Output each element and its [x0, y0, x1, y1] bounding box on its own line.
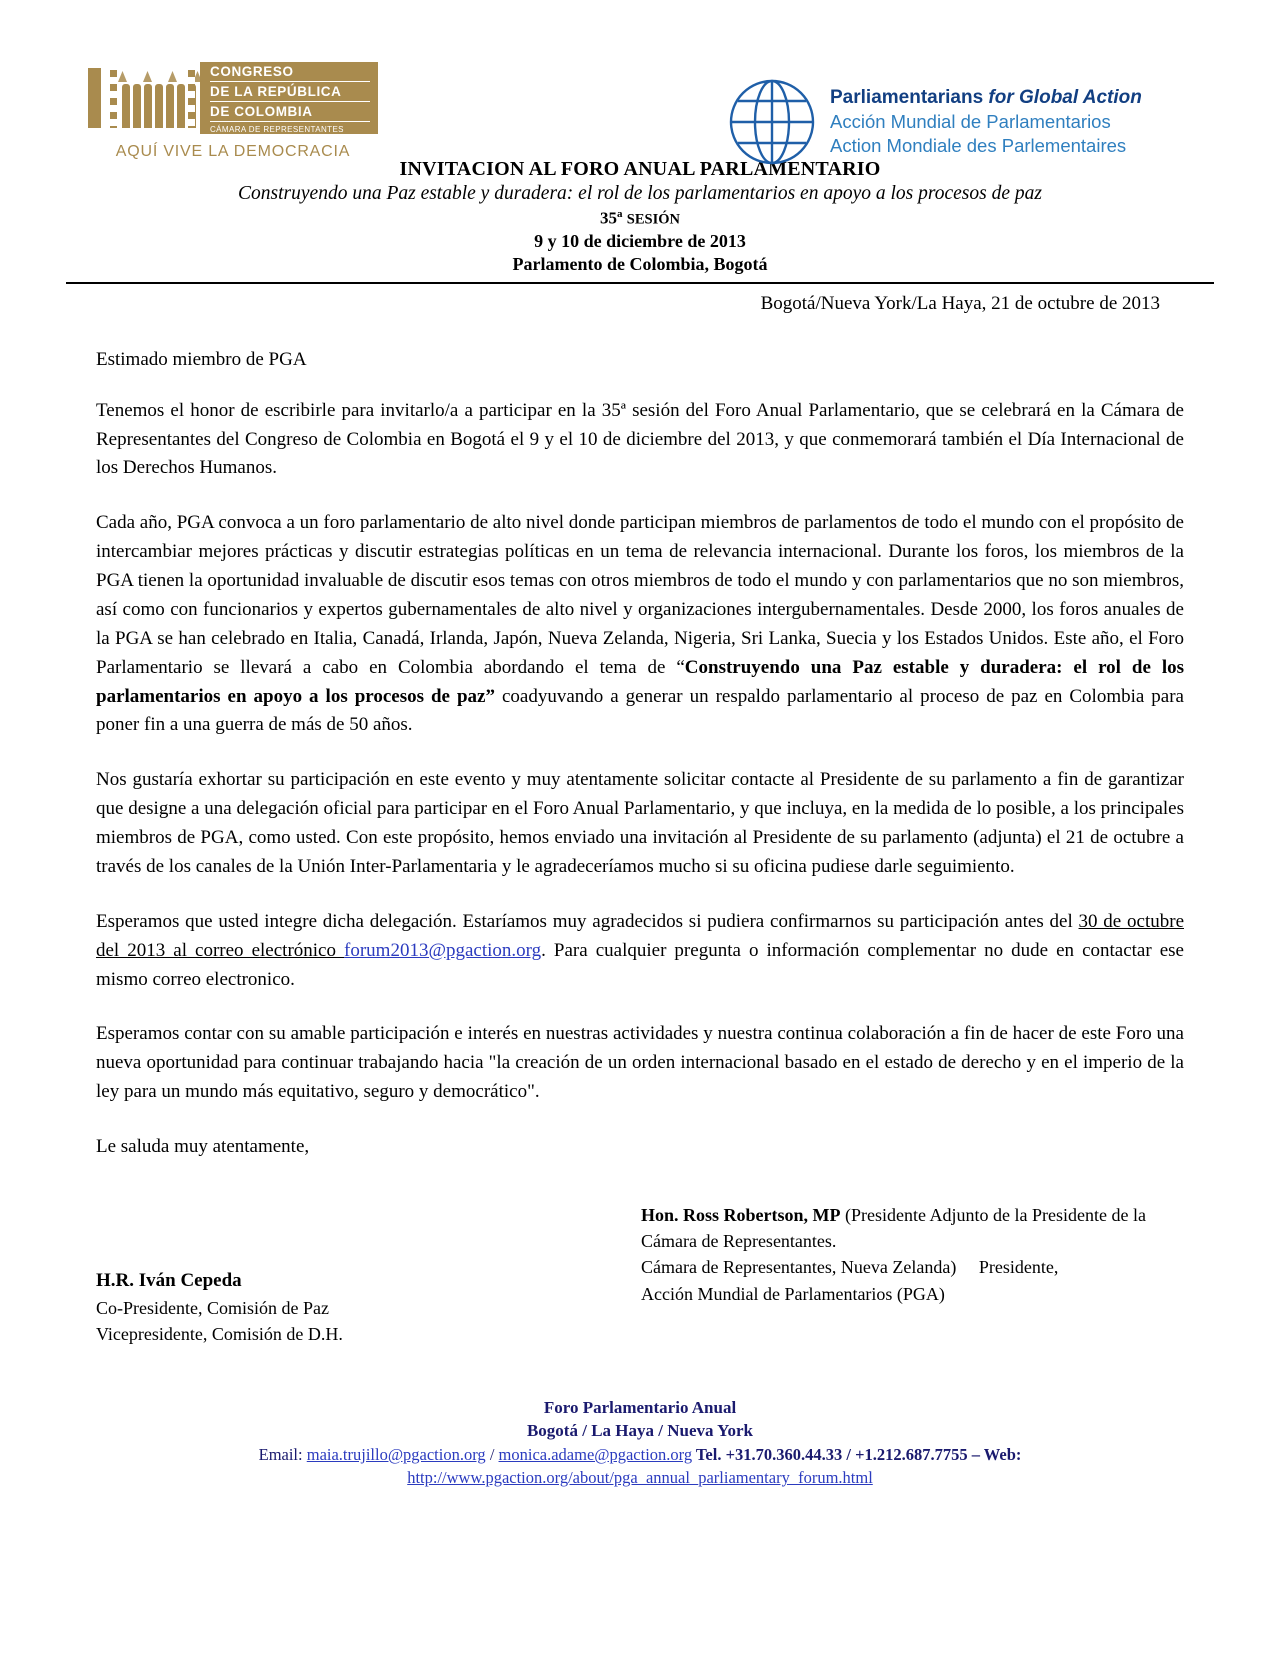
footer-forum-name: Foro Parlamentario Anual — [543, 1398, 737, 1417]
salutation: Estimado miembro de PGA — [96, 348, 307, 370]
signature-area — [96, 1202, 1184, 1382]
title-session: 35$^a$ SESIÓN — [600, 208, 680, 228]
congreso-line-1: CONGRESO — [210, 63, 370, 82]
forum-email-link[interactable]: forum2013@pgaction.org — [344, 939, 542, 961]
paragraph-2-part-a: Cada año, PGA convoca a un foro parlamentario de alto nivel donde participan miembros de parlamentos de todo el mundo con el propósito de intercambiar mejores prácticas y discutir estrategias políticas en un tema de relevancia internacional. Durante los foros, los miembros de la PGA tienen la oportunidad invaluable de discutir esos temas con otros miembros de todo el mundo y con parlamentarios que no son miembros, así como con funcionarios y expertos gubernamentales de alto nivel y organizaciones intergubernamentales. Desde 2000, los foros anuales de la PGA se han celebrado en Italia, Canadá, Irlanda, Japón, Nueva Zelanda, Nigeria, Sri Lanka, Suecia y los Estados Unidos. Este año, el Foro Parlamentario se llevará a cabo en Colombia abordando el tema de “ — [96, 512, 1184, 678]
paragraph-4-part-b: . Para cualquier pregunta o información complementar no dude en contactar ese mismo correo electronico. — [96, 939, 1184, 990]
congreso-line-3: DE COLOMBIA — [210, 103, 370, 122]
signatory-left-name: H.R. Iván Cepeda — [96, 1269, 242, 1291]
title-subtitle: Construyendo una Paz estable y duradera: el rol de los parlamentarios en apoyo a los procesos de paz — [238, 183, 1042, 204]
signatory-right-detail-3: Presidente, — [978, 1257, 1059, 1278]
paragraph-2-theme: Construyendo una Paz estable y duradera: el rol de los parlamentarios en apoyo a los procesos de paz” — [96, 656, 1184, 707]
pga-line-1: Parliamentarians for Global Action — [830, 86, 1142, 108]
paragraph-2 — [96, 509, 1184, 740]
footer-web-link[interactable]: http://www.pgaction.org/about/pga_annual_parliamentary_forum.html — [407, 1468, 873, 1487]
signatory-left-role-1: Co-Presidente, Comisión de Paz — [96, 1297, 329, 1318]
footer-email-label: Email: — [258, 1445, 307, 1464]
signature-block-left — [96, 1267, 516, 1347]
dateline: Bogotá/Nueva York/La Haya, 21 de octubre de 2013 — [760, 292, 1160, 314]
congreso-tagline: AQUÍ VIVE LA DEMOCRACIA — [115, 143, 351, 160]
congreso-nameplate — [200, 62, 378, 134]
title-block — [0, 158, 1280, 275]
title-venue: Parlamento de Colombia, Bogotá — [512, 253, 768, 274]
pga-line-3: Action Mondiale des Parlementaires — [830, 135, 1127, 157]
signatory-right-detail-1: (Presidente Adjunto de la Presidente de la Cámara de Representantes. — [641, 1204, 1146, 1252]
paragraph-4-part-a: Esperamos que usted integre dicha delegación. Estaríamos muy agradecidos si pudiera confirmarnos su participación antes del — [96, 910, 1079, 932]
signatory-right-detail-4: Acción Mundial de Parlamentarios (PGA) — [641, 1283, 945, 1304]
footer-email-link-2[interactable]: monica.adame@pgaction.org — [498, 1445, 693, 1464]
signature-block-right — [641, 1202, 1146, 1307]
signatory-right-detail-2: Cámara de Representantes, Nueva Zelanda) — [641, 1257, 957, 1278]
pga-line-2: Acción Mundial de Parlamentarios — [830, 111, 1111, 133]
closing: Le saluda muy atentamente, — [96, 1136, 310, 1158]
footer-separator: / — [485, 1445, 499, 1464]
congreso-line-2: DE LA REPÚBLICA — [210, 83, 370, 102]
deadline-underlined: 30 de octubre del 2013 al correo electrónico — [96, 910, 1184, 961]
congreso-line-4: CÁMARA DE REPRESENTANTES — [210, 125, 344, 135]
signatory-right-name: Hon. Ross Robertson, MP — [641, 1204, 841, 1225]
header-logos — [0, 0, 1280, 160]
paragraph-5: Esperamos contar con su amable participación e interés en nuestras actividades y nuestra continua colaboración a fin de hacer de este Foro una nueva oportunidad para continuar trabajando hacia "la creación de un orden internacional basado en el estado de derecho y en el imperio de la ley para un mundo más equitativo, seguro y democrático". — [96, 1023, 1184, 1103]
page-title: INVITACION AL FORO ANUAL PARLAMENTARIO — [399, 158, 881, 180]
footer-contacts — [0, 1445, 1280, 1465]
footer-phones: Tel. +31.70.360.44.33 / +1.212.687.7755 – Web: — [692, 1445, 1022, 1464]
paragraph-4 — [96, 908, 1184, 995]
header-divider — [66, 282, 1214, 284]
paragraph-1: Tenemos el honor de escribirle para invitarlo/a a participar en la 35ª sesión del Foro Anual Parlamentario, que se celebrará en la Cámara de Representantes del Congreso de Colombia en Bogotá el 9 y el 10 de diciembre del 2013, y que conmemorará también el Día Internacional de los Derechos Humanos. — [96, 399, 1184, 479]
footer-email-link-1[interactable]: maia.trujillo@pgaction.org — [306, 1445, 486, 1464]
page-footer — [0, 1398, 1280, 1488]
footer-web-row — [0, 1468, 1280, 1488]
footer-cities: Bogotá / La Haya / Nueva York — [526, 1421, 754, 1440]
signatory-left-role-2: Vicepresidente, Comisión de D.H. — [96, 1323, 343, 1344]
letter-body — [96, 293, 1184, 1382]
congreso-capitol-icon — [88, 62, 200, 134]
congreso-logo — [88, 62, 378, 161]
pga-logo — [676, 76, 1142, 168]
paragraph-2-part-c: coadyuvando a generar un respaldo parlamentario al proceso de paz en Colombia para poner fin a una guerra de más de 50 años. — [96, 685, 1184, 736]
title-dates: 9 y 10 de diciembre de 2013 — [534, 230, 746, 251]
paragraph-3: Nos gustaría exhortar su participación en este evento y muy atentamente solicitar contacte al Presidente de su parlamento a fin de garantizar que designe a una delegación oficial para participar en el Foro Anual Parlamentario, y que incluya, en la medida de lo posible, a los principales miembros de PGA, como usted. Con este propósito, hemos enviado una invitación al Presidente de su parlamento (adjunta) el 21 de octubre a través de los canales de la Unión Inter-Parlamentaria y le agradeceríamos mucho si su oficina pudiese darle seguimiento. — [96, 769, 1184, 877]
globe-icon — [676, 76, 822, 168]
